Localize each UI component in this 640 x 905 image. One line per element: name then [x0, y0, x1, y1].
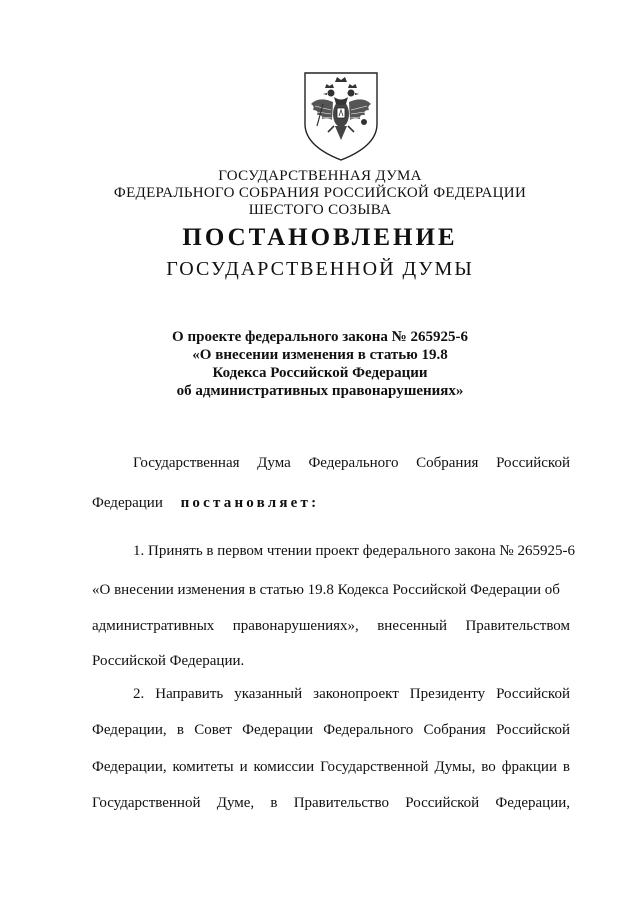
p2-line-1: 2. Направить указанный законопроект Президенту Российской: [133, 686, 570, 702]
intro-line-1: Государственная Дума Федерального Собрания Российской: [133, 455, 570, 471]
document-title: ПОСТАНОВЛЕНИЕ: [182, 224, 458, 251]
intro-line-2: [92, 493, 570, 513]
p2-line-4: Государственной Думе, в Правительство Российской Федерации,: [92, 795, 570, 811]
about-line-1: О проекте федерального закона № 265925-6: [172, 329, 468, 345]
header-line-2: ФЕДЕРАЛЬНОГО СОБРАНИЯ РОССИЙСКОЙ ФЕДЕРАЦИИ: [113, 185, 527, 201]
p2-line-3: Федерации, комитеты и комиссии Государственной Думы, во фракции в: [92, 759, 570, 775]
resolves-verb: постановляет:: [180, 495, 320, 511]
about-line-3: Кодекса Российской Федерации: [212, 365, 428, 381]
p1-line-4: Российской Федерации.: [92, 653, 245, 669]
p1-line-2: «О внесении изменения в статью 19.8 Кодекса Российской Федерации об: [92, 582, 560, 598]
p1-line-3: административных правонарушениях», внесенный Правительством: [92, 618, 570, 634]
intro-line-2-start: Федерации: [92, 495, 163, 511]
document-subtitle: ГОСУДАРСТВЕННОЙ ДУМЫ: [166, 258, 474, 280]
header-line-1: ГОСУДАРСТВЕННАЯ ДУМА: [218, 168, 422, 184]
about-line-2: «О внесении изменения в статью 19.8: [192, 347, 448, 363]
about-line-4: об административных правонарушениях»: [176, 383, 464, 399]
header-line-3: ШЕСТОГО СОЗЫВА: [248, 202, 392, 218]
p1-line-1: 1. Принять в первом чтении проект федерального закона № 265925-6: [133, 543, 575, 559]
p2-line-2: Федерации, в Совет Федерации Федерального Собрания Российской: [92, 722, 570, 738]
coat-of-arms-icon: [301, 70, 381, 164]
